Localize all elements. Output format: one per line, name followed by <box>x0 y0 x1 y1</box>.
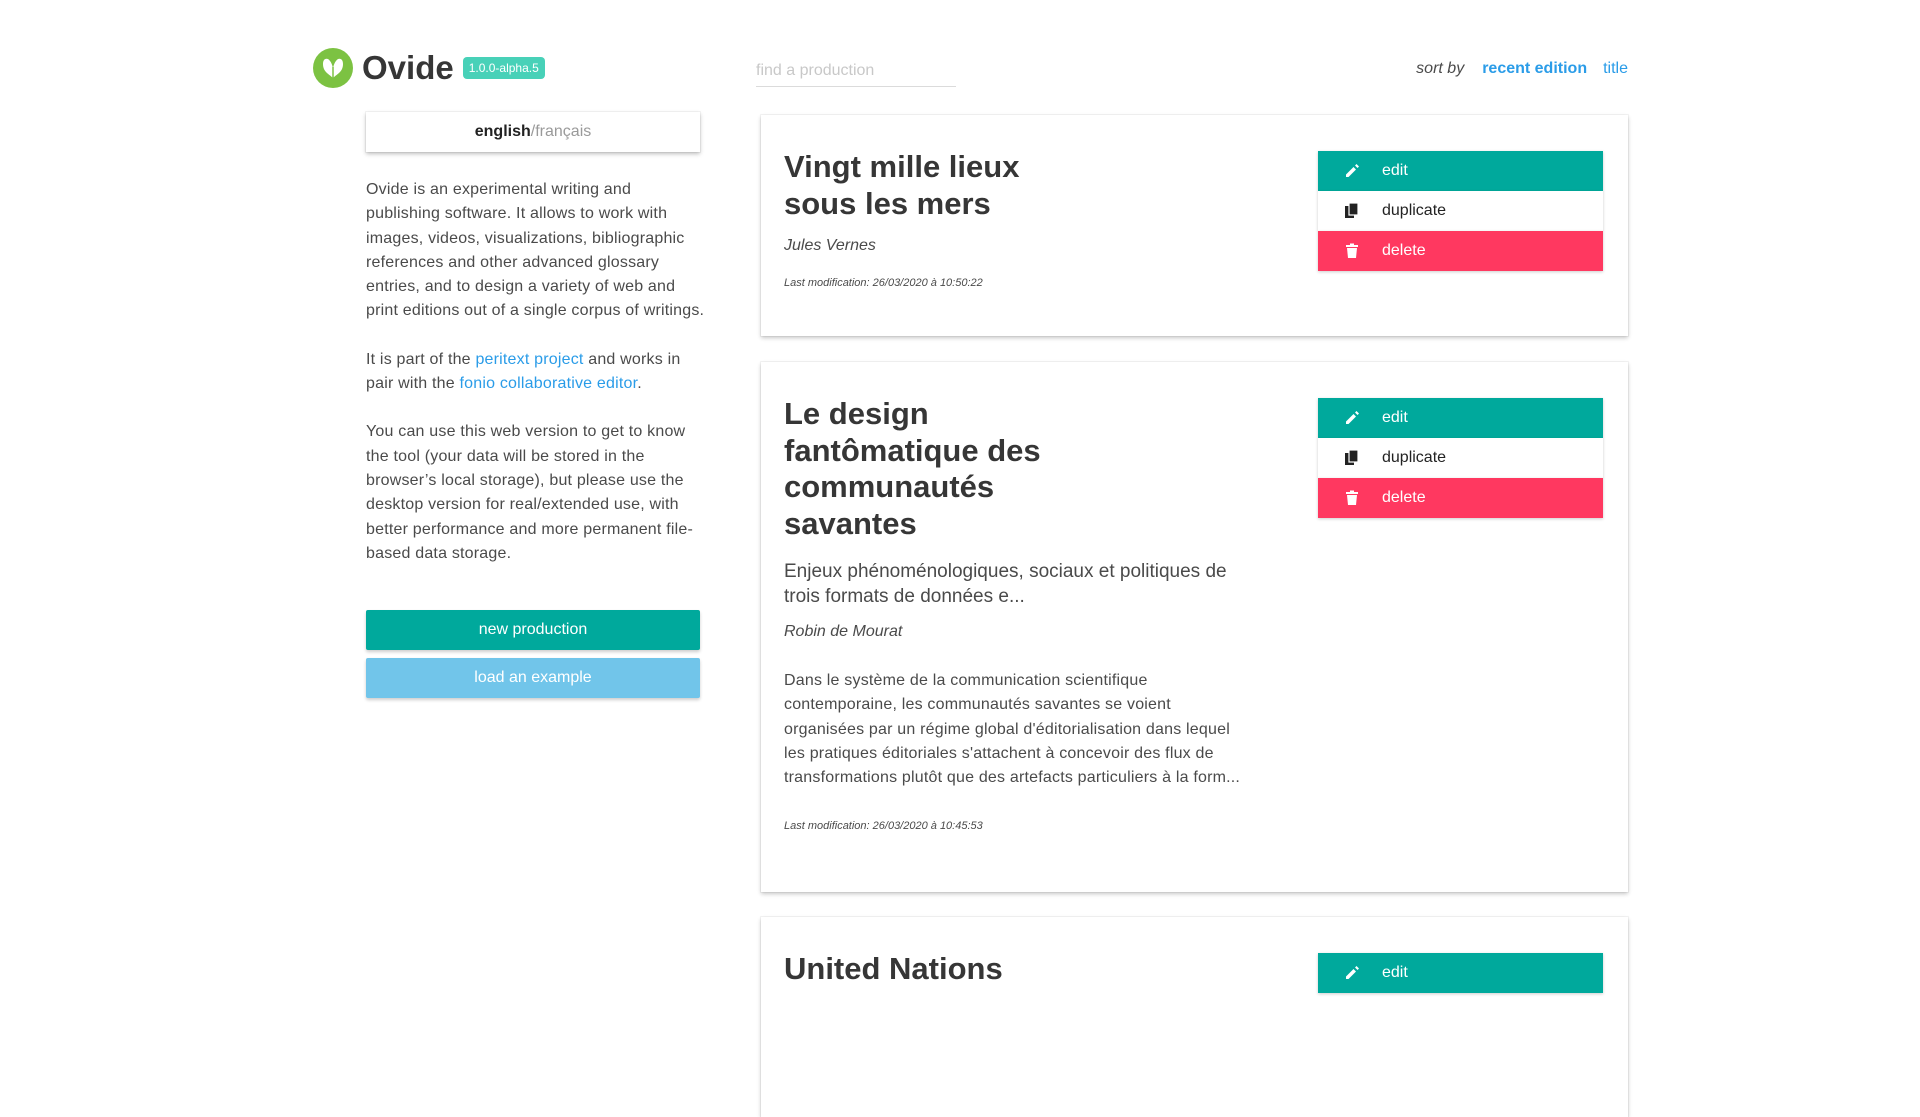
edit-button[interactable] <box>1318 398 1603 438</box>
edit-label: edit <box>1382 964 1408 981</box>
production-modified: Last modification: 26/03/2020 à 10:45:53 <box>784 820 983 833</box>
production-subtitle: Enjeux phénoménologiques, sociaux et politiques de trois formats de données e... <box>784 561 1227 607</box>
production-actions <box>1318 151 1603 271</box>
fonio-link[interactable]: fonio collaborative editor <box>459 375 638 393</box>
production-abstract: Dans le système de la communication scientifique contemporaine, les communautés savantes se voient organisées par un régime global d'éditorialisation dans lequel les pratiques éditoriales s'attachent à concevoir des flux de transformations plutôt que des artefacts particuliers à la form... <box>784 672 1241 787</box>
part-of-middle: and works in pair with the <box>366 350 681 393</box>
production-title[interactable]: Vingt mille lieux sous les mers <box>784 149 1020 221</box>
edit-button[interactable] <box>1318 953 1603 993</box>
production-card-body <box>784 951 1254 988</box>
production-card-body <box>784 149 1254 289</box>
intro-paragraph: Ovide is an experimental writing and publishing software. It allows to work with images, videos, visualizations, bibliographic references and other advanced glossary entries, and to design a variety of web and print editions out of a single corpus of writings. <box>366 181 705 320</box>
part-of-suffix: . <box>637 375 642 393</box>
copy-icon <box>1342 201 1362 221</box>
production-modified: Last modification: 26/03/2020 à 10:50:22 <box>784 277 983 289</box>
load-example-button[interactable]: load an example <box>366 658 700 698</box>
sort-label: sort by <box>1416 60 1465 77</box>
brand-name: Ovide <box>362 49 454 86</box>
production-card <box>761 917 1628 1117</box>
production-actions <box>1318 398 1603 518</box>
production-title[interactable]: United Nations <box>784 951 1003 986</box>
duplicate-label: duplicate <box>1382 202 1447 219</box>
production-card <box>761 362 1628 892</box>
delete-label: delete <box>1382 242 1426 259</box>
butterfly-leaf-icon <box>313 48 353 88</box>
part-of-prefix: It is part of the <box>366 350 476 368</box>
edit-label: edit <box>1382 162 1408 179</box>
language-english[interactable]: english <box>474 123 531 140</box>
production-card <box>761 115 1628 336</box>
copy-icon <box>1342 448 1362 468</box>
edit-label: edit <box>1382 409 1408 426</box>
production-actions <box>1318 953 1603 993</box>
delete-button[interactable] <box>1318 478 1603 518</box>
duplicate-label: duplicate <box>1382 449 1447 466</box>
peritext-link[interactable]: peritext project <box>475 350 584 368</box>
production-title[interactable]: Le design fantômatique des communautés savantes <box>784 396 1041 541</box>
sort-option-title[interactable]: title <box>1603 60 1628 77</box>
sidebar-description <box>366 178 706 590</box>
pencil-icon <box>1342 408 1362 428</box>
trash-icon <box>1342 241 1362 261</box>
edit-button[interactable] <box>1318 151 1603 191</box>
sort-bar <box>1416 60 1628 78</box>
trash-icon <box>1342 488 1362 508</box>
production-author: Robin de Mourat <box>784 623 903 640</box>
version-badge: 1.0.0-alpha.5 <box>463 57 545 79</box>
web-version-paragraph: You can use this web version to get to know the tool (your data will be stored in the browser’s local storage), but please use the desktop version for real/extended use, with better performance and more permanent file-based data storage. <box>366 423 693 562</box>
duplicate-button[interactable] <box>1318 438 1603 478</box>
new-production-button[interactable]: new production <box>366 610 700 650</box>
production-card-body <box>784 396 1254 832</box>
language-separator: / <box>530 123 536 140</box>
sort-option-recent-edition[interactable]: recent edition <box>1482 60 1588 77</box>
pencil-icon <box>1342 963 1362 983</box>
production-author: Jules Vernes <box>784 237 876 254</box>
delete-button[interactable] <box>1318 231 1603 271</box>
part-of-paragraph <box>366 348 706 397</box>
brand <box>313 48 545 88</box>
delete-label: delete <box>1382 489 1426 506</box>
duplicate-button[interactable] <box>1318 191 1603 231</box>
language-french[interactable]: français <box>535 123 592 140</box>
pencil-icon <box>1342 161 1362 181</box>
search-input[interactable] <box>756 56 956 87</box>
language-switcher <box>366 112 700 152</box>
